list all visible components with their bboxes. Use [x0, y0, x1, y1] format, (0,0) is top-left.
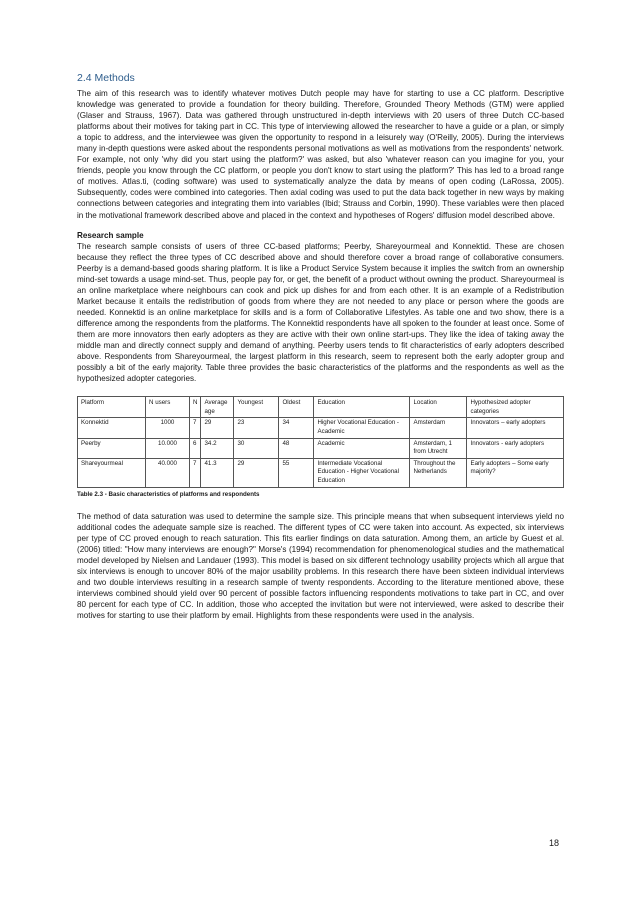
table-header-cell: Average age	[201, 397, 234, 418]
table-cell: 41.3	[201, 458, 234, 487]
table-cell: Early adopters – Some early majority?	[467, 458, 564, 487]
table-cell: 40.000	[146, 458, 190, 487]
table-cell: 34.2	[201, 438, 234, 458]
table-header-row	[78, 397, 564, 418]
table-header-cell: Youngest	[234, 397, 279, 418]
table-cell: Amsterdam	[410, 418, 467, 438]
table-cell: Intermediate Vocational Education - Higher Vocational Education	[314, 458, 410, 487]
table-cell: Shareyourmeal	[78, 458, 146, 487]
table-cell: 7	[190, 458, 201, 487]
table-cell: Throughout the Netherlands	[410, 458, 467, 487]
table-cell: 10.000	[146, 438, 190, 458]
table-header-cell: Platform	[78, 397, 146, 418]
table-cell: Higher Vocational Education - Academic	[314, 418, 410, 438]
table-cell: Peerby	[78, 438, 146, 458]
sample-paragraph: The research sample consists of users of three CC-based platforms; Peerby, Shareyourmeal and Konnektid. These are chosen because they reflect the three types of CC described above and should therefore cover a broad range of collaborative consumers. Peerby is a demand-based goods sharing platform. It is like a Product Service System because it implies the switch from an ownership mind-set towards a usage mind-set. Thus, people pay for, or get, the benefit of a product without owning the product. Shareyourmeal is an online marketplace where neighbours can cook and pick up dishes for and from each other. It is an example of a Redistribution Market because it entails the redistribution of goods from where they are not needed to any place or person where the goods are needed. Konnektid is an online marketplace for skills and is a form of Collaborative Lifestyles. As table one and two show, there is a difference among the respondents from the platforms. The Konnektid respondents have all spoken to the founder at least once. Some of them are more innovators then early adopters as they are active with their own online start-ups. They like the idea of taking away the middle man and directly connect supply and demand of anything. Peerby users tends to fit characteristics of early adopters described above. Respondents from Shareyourmeal, the largest platform in this research, seem to represent both the early adopter group and possibly a bit of the early majority. Table three provides the basic characteristics of the platforms and the respondents as well as the hypothesized adopter categories.	[77, 241, 564, 384]
table-cell: Konnektid	[78, 418, 146, 438]
table-header-cell: Education	[314, 397, 410, 418]
table-cell: 1000	[146, 418, 190, 438]
table-cell: Amsterdam, 1 from Utrecht	[410, 438, 467, 458]
table-row	[78, 438, 564, 458]
table-cell: 6	[190, 438, 201, 458]
table-cell: 29	[234, 458, 279, 487]
intro-paragraph: The aim of this research was to identify whatever motives Dutch people may have for starting to use a CC platform. Descriptive knowledge was generated to provide a foundation for theory building. Therefore, Grounded Theory Methods (GTM) were applied (Glaser and Strauss, 1967). Data was gathered through unstructured in-depth interviews with 20 users of three Dutch CC-based platforms about their motives for taking part in CC. This type of interviewing allowed the researcher to have a guide or a plan, or simply a topic to address, and the interviewee was given the opportunity to respond in a leisurely way (O'Reilly, 2005). During the interviews many in-depth questions were asked about the respondents personal motivations as well as motivations from the respondents' network. For example, not only 'why did you start using the platform?' was asked, but also 'whatever reason can you imagine for you, your friends, people you know through the CC platform, or people you don't know to start using the platform?' This has led to a broad range of motives. Atlas.ti, (coding software) was used to systematically analyze the data by means of open coding (LaRossa, 2005). Subsequently, codes were combined into categories. Then axial coding was used to put the data back together in new ways by making connections between categories and integrating them into variables (Ibid; Strauss and Corbin, 1990). These variables were then placed in the motivational framework described above and placed in the context and hypotheses of Rogers' diffusion model described above.	[77, 89, 564, 220]
table-cell: 7	[190, 418, 201, 438]
table-cell: 34	[279, 418, 314, 438]
table-cell: 48	[279, 438, 314, 458]
table-cell: 30	[234, 438, 279, 458]
table-cell: 29	[201, 418, 234, 438]
table-cell: 55	[279, 458, 314, 487]
table-header-cell: Hypothesized adopter categories	[467, 397, 564, 418]
research-sample-heading: Research sample	[77, 230, 144, 240]
table-row	[78, 418, 564, 438]
table-header-cell: Oldest	[279, 397, 314, 418]
table-cell: Academic	[314, 438, 410, 458]
table-header-cell: N users	[146, 397, 190, 418]
page-content	[77, 72, 564, 621]
characteristics-table	[77, 396, 564, 487]
saturation-paragraph: The method of data saturation was used to determine the sample size. This principle means that when subsequent interviews yield no additional codes the adequate sample size is reached. The different types of CC were taken into account. As expected, six interviews per type of CC proved enough to reach saturation. This fits earlier findings on data saturation. Among them, an article by Guest et al. (2006) titled: "How many interviews are enough?" Morse's (1994) recommendation for phenomenological studies and the mathematical model developed by Nielsen and Landauer (1993). This model is based on six different technology usability projects which all argue that six interviews is enough to uncover 80% of the major usability problems. In this research there have been sixteen individual interviews and two double interviews resulting in a research sample of twenty respondents. According to the literature mentioned above, these interviews combined should yield over 90 percent of possible factors influencing respondents motivations to take part in CC, and over 80 percent for each type of CC. In addition, those who accepted the invitation but were not interviewed, were asked to describe their motives for starting to use their platform by email. Highlights from these respondents were used in the analysis.	[77, 511, 564, 620]
table-cell: Innovators - early adopters	[467, 438, 564, 458]
table-caption: Table 2.3 - Basic characteristics of platforms and respondents	[77, 490, 260, 498]
section-title: 2.4 Methods	[77, 72, 135, 84]
table-header-cell: N	[190, 397, 201, 418]
table-cell: 23	[234, 418, 279, 438]
table-cell: Innovators – early adopters	[467, 418, 564, 438]
table-row	[78, 458, 564, 487]
table-header-cell: Location	[410, 397, 467, 418]
page-number: 18	[549, 838, 560, 848]
